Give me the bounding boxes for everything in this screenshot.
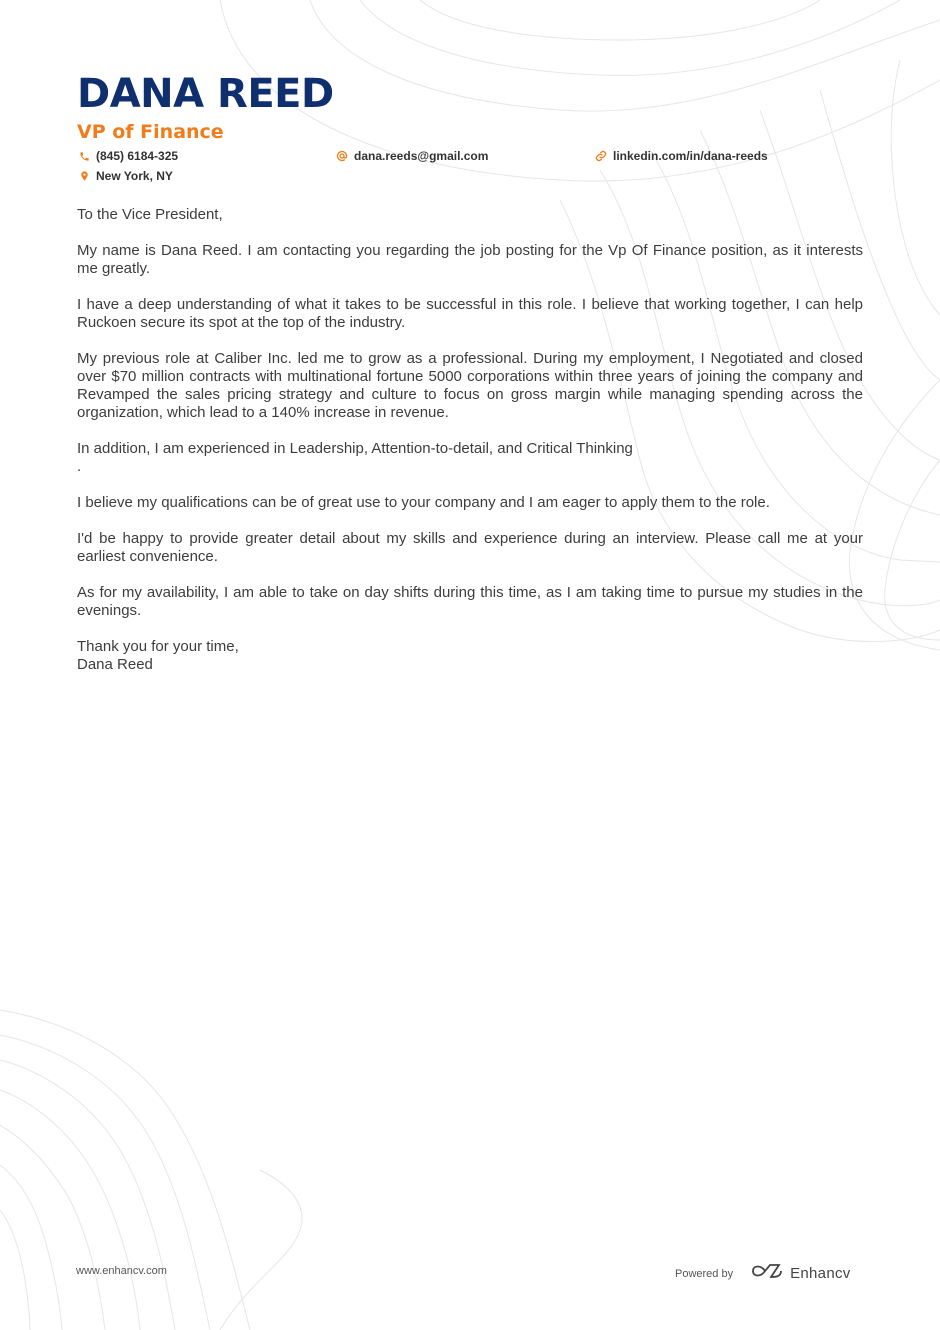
paragraph-understanding: I have a deep understanding of what it takes to be successful in this role. I believe that working together, I can help Ruckoen secure its spot at the top of the industry. (77, 296, 863, 331)
location-pin-icon (77, 169, 91, 183)
at-sign-icon (335, 149, 349, 163)
phone-icon (77, 149, 91, 163)
skills-line-period: . (77, 458, 82, 475)
enhancv-logo-icon (751, 1262, 783, 1285)
applicant-name: DANA REED (77, 71, 334, 117)
paragraph-availability: As for my availability, I am able to take on day shifts during this time, as I am taking time to pursue my studies in the evenings. (77, 584, 863, 619)
linkedin-url[interactable]: linkedin.com/in/dana-reeds (613, 149, 768, 163)
closing: Thank you for your time, (77, 638, 239, 655)
letter-body (77, 206, 863, 674)
phone-number: (845) 6184-325 (96, 149, 179, 163)
footer-website[interactable]: www.enhancv.com (76, 1265, 167, 1277)
contact-email (335, 148, 488, 164)
contact-location (77, 168, 173, 184)
salutation: To the Vice President, (77, 206, 223, 223)
email-address[interactable]: dana.reeds@gmail.com (354, 149, 489, 163)
contact-linkedin (594, 148, 768, 164)
contact-phone (77, 148, 178, 164)
brand-name: Enhancv (790, 1265, 851, 1282)
link-icon (594, 149, 608, 163)
skills-line: In addition, I am experienced in Leadership, Attention-to-detail, and Critical Thinking (77, 440, 633, 457)
powered-by-label: Powered by (675, 1267, 734, 1280)
paragraph-skills (77, 440, 863, 476)
paragraph-interview: I'd be happy to provide greater detail about my skills and experience during an interview. Please call me at your earliest convenience. (77, 530, 863, 565)
footer-branding (675, 1262, 851, 1285)
signature: Dana Reed (77, 656, 153, 673)
location: New York, NY (96, 169, 173, 183)
paragraph-qualifications: I believe my qualifications can be of great use to your company and I am eager to apply them to the role. (77, 494, 770, 511)
paragraph-introduction: My name is Dana Reed. I am contacting you regarding the job posting for the Vp Of Finance position, as it interests me greatly. (77, 242, 863, 277)
job-title: VP of Finance (77, 121, 224, 143)
paragraph-experience: My previous role at Caliber Inc. led me to grow as a professional. During my employment, I Negotiated and closed over $70 million contracts with multinational fortune 5000 corporations within three years of joining the company and Revamped the sales pricing strategy and culture to focus on gross margin while managing spending across the organization, which lead to a 140% increase in revenue. (77, 350, 863, 421)
